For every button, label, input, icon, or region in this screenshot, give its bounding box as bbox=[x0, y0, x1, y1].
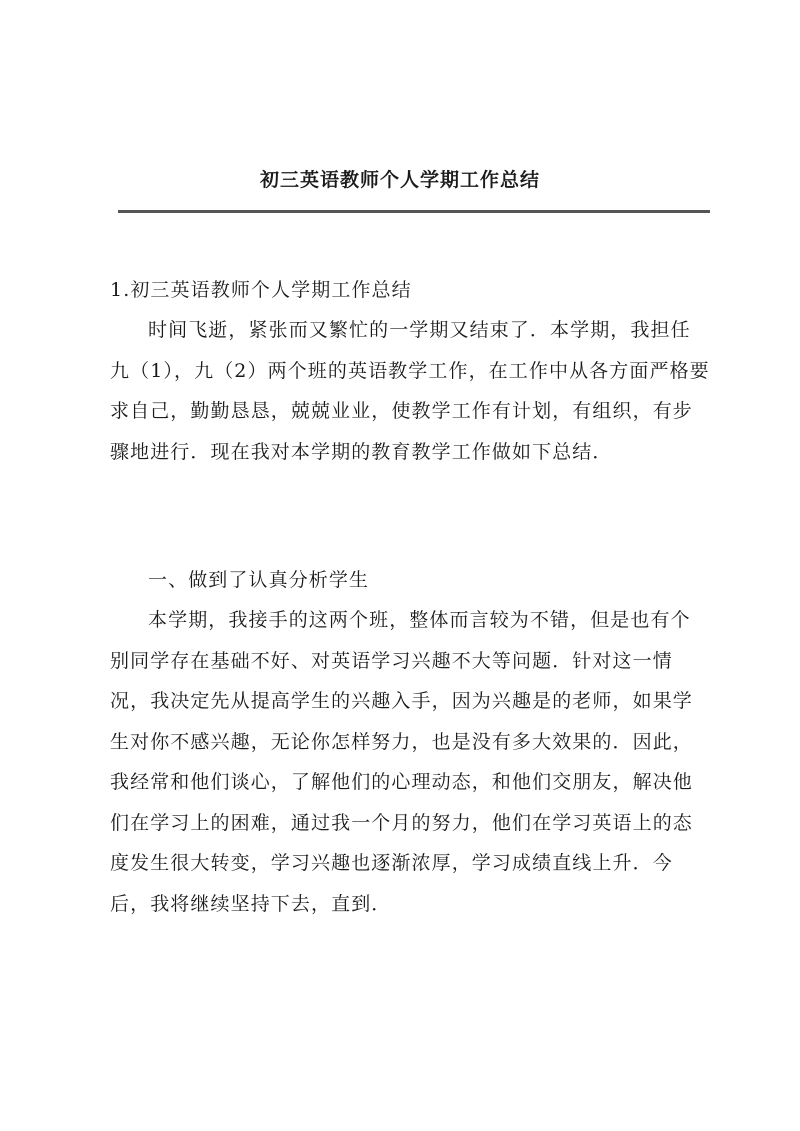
document-title: 初三英语教师个人学期工作总结 bbox=[259, 169, 540, 191]
intro-paragraph: 时间飞逝，紧张而又繁忙的一学期又结束了．本学期，我担任九（1），九（2）两个班的英语教学工作，在工作中从各方面严格要求自己，勤勤恳恳，兢兢业业，使教学工作有计划，有组织，有步骤地进行．现在我对本学期的教育教学工作做如下总结． bbox=[110, 319, 710, 463]
title-divider bbox=[118, 210, 710, 213]
document-subtitle: 1.初三英语教师个人学期工作总结 bbox=[110, 279, 412, 301]
section-paragraph: 本学期，我接手的这两个班，整体而言较为不错，但是也有个别同学存在基础不好、对英语学习兴趣不大等问题．针对这一情况，我决定先从提高学生的兴趣入手，因为兴趣是的老师，如果学生对你不感兴趣，无论你怎样努力，也是没有多大效果的．因此，我经常和他们谈心，了解他们的心理动态，和他们交朋友，解决他们在学习上的困难，通过我一个月的努力，他们在学习英语上的态度发生很大转变，学习兴趣也逐渐浓厚，学习成绩直线上升．今后，我将继续坚持下去，直到． bbox=[110, 609, 693, 915]
section-heading: 一、做到了认真分析学生 bbox=[148, 569, 370, 591]
